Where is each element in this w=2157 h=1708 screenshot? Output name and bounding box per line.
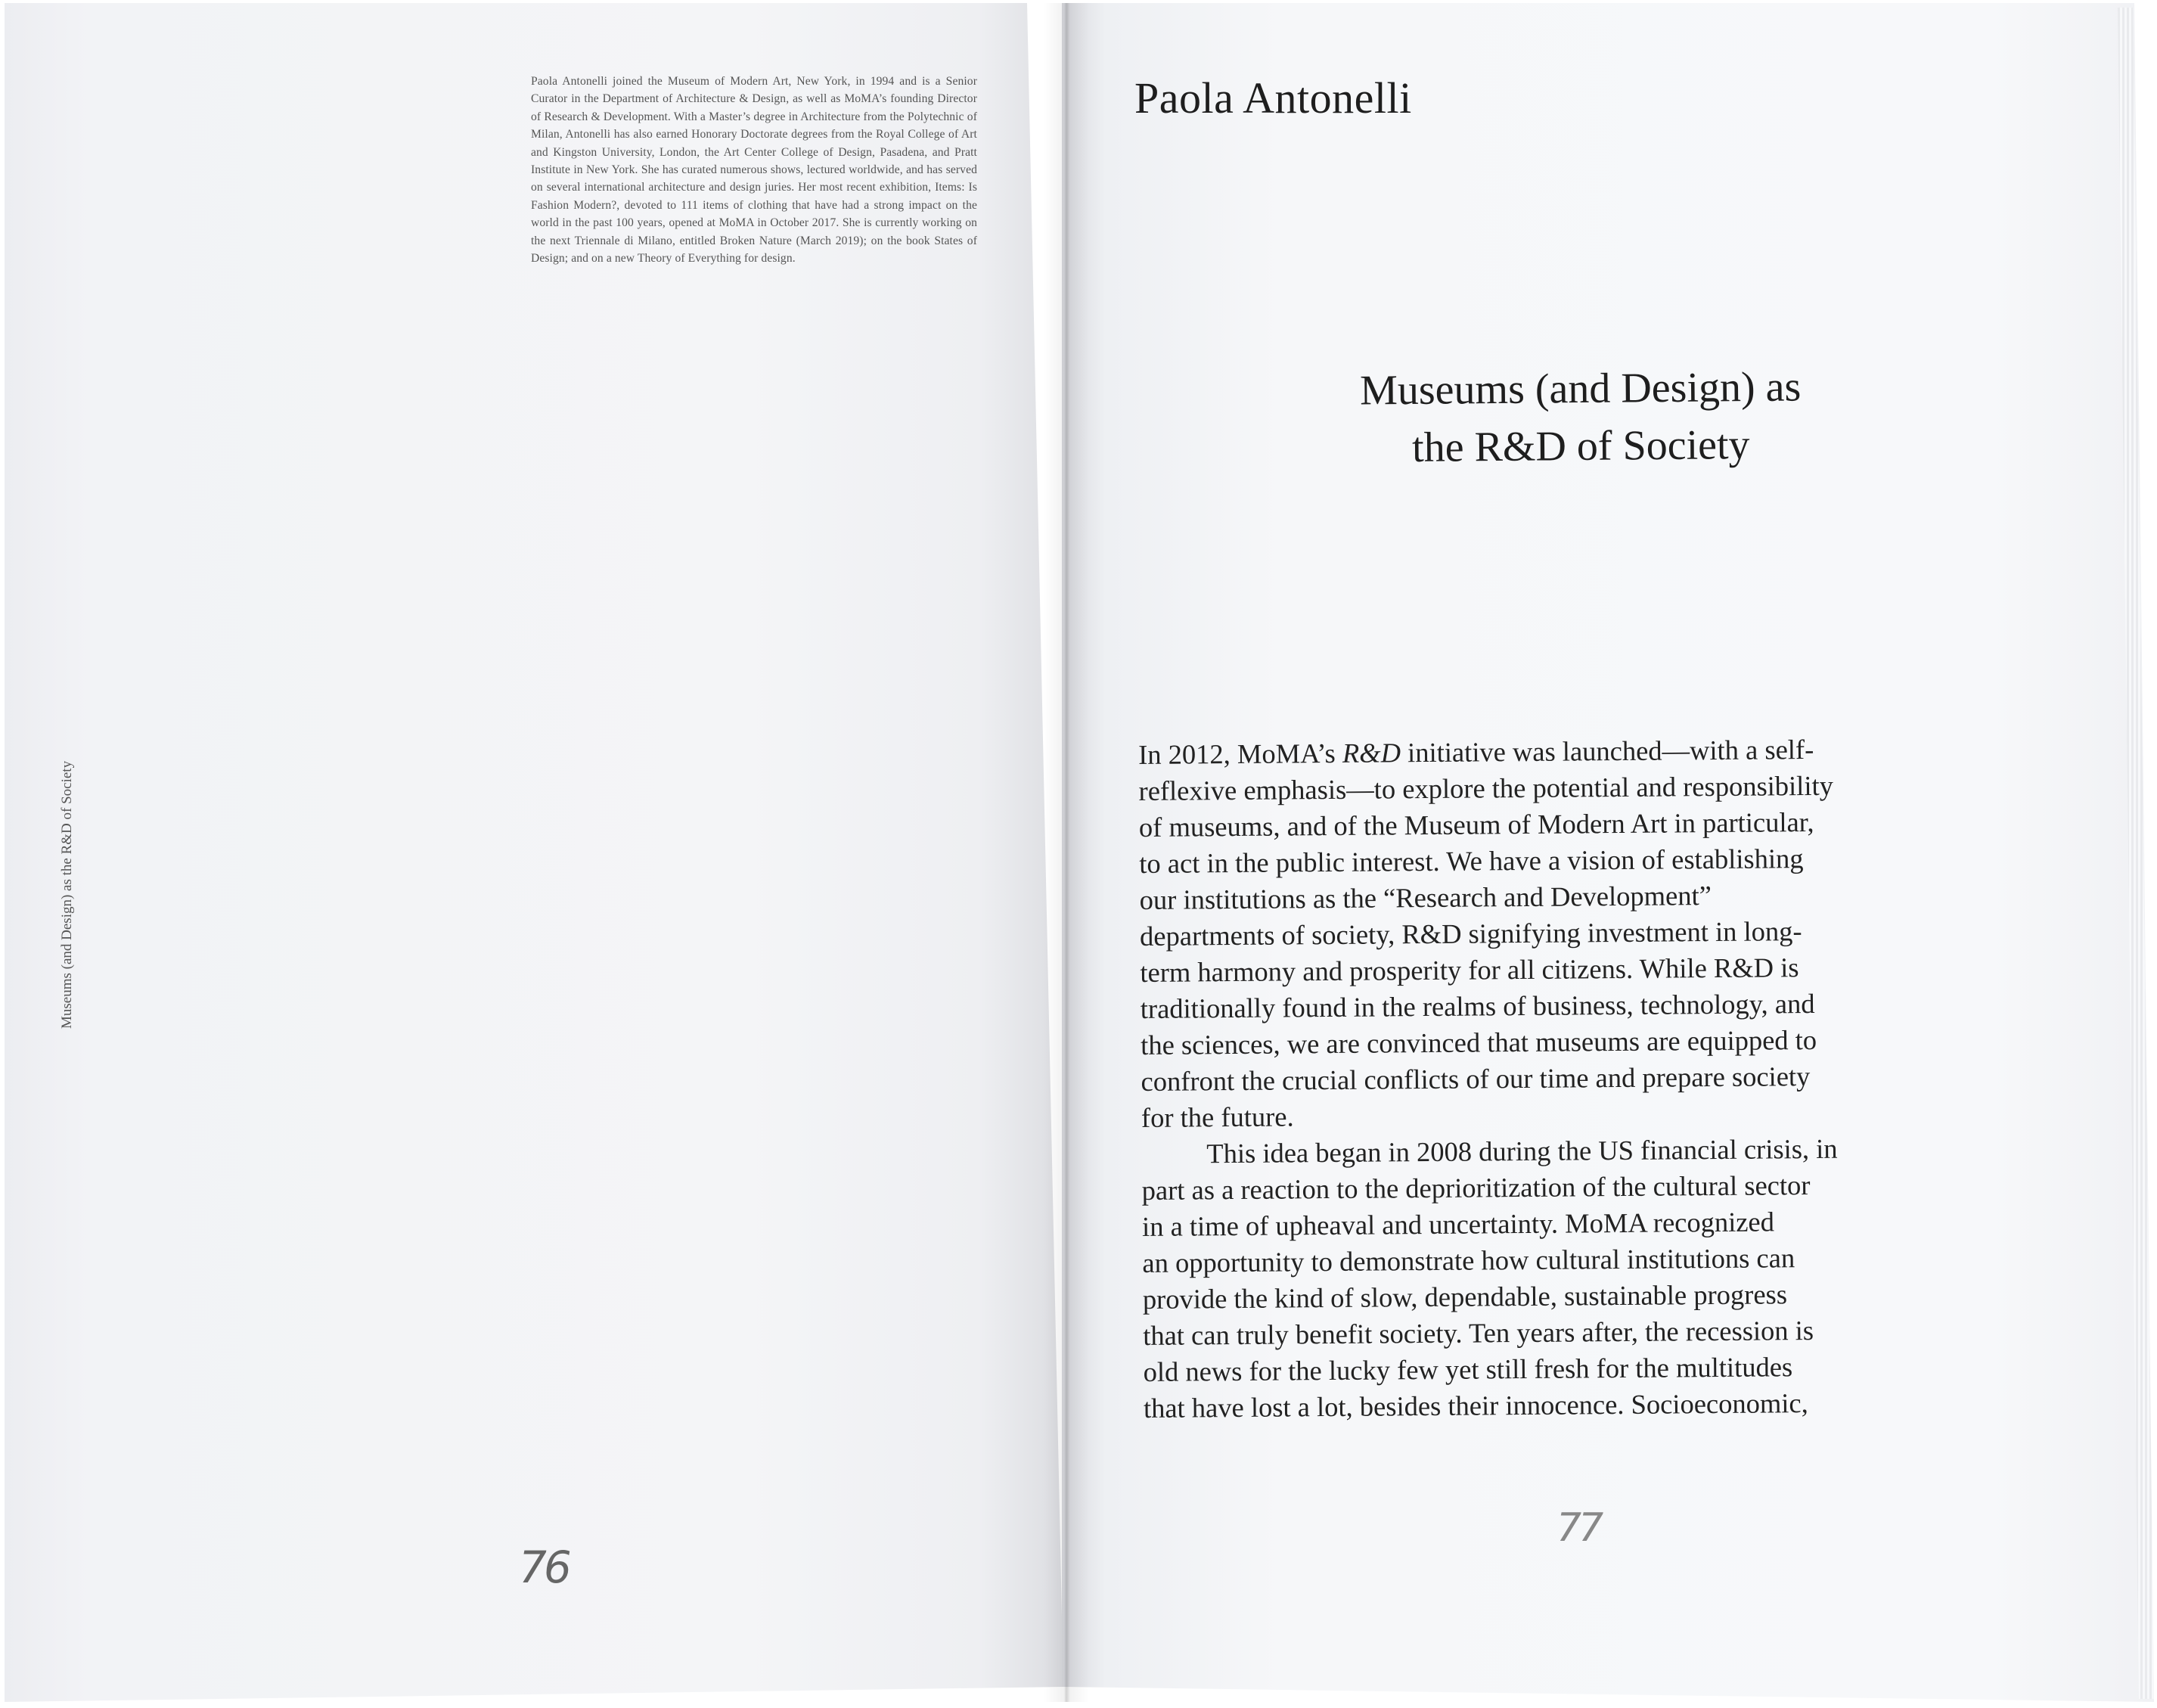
paragraph-1-rest: initiative was launched—with a self- reflexive emphasis—to explore the potential and responsibility of museums, and of the Museum of Modern Art in particular, to act in the public interest. We have a vision of establishing our institutions as the “Research and Development” departments of society, R&D signifying investment in long- term harmony and prosperity for all citizens. While R&D is traditionally found in the realms of business, technology, and the sciences, we are convinced that museums are equipped to confront the crucial conflicts of our time and prepare society for the future.: [1138, 733, 1834, 1133]
body-text: [1138, 731, 1885, 1427]
paragraph-1: [1138, 731, 1882, 1136]
page-number-left: 76: [519, 1542, 569, 1593]
book-gutter: [1044, 3, 1089, 1702]
paragraph-1-lead: In 2012, MoMA’s: [1138, 737, 1343, 770]
paragraph-2: This idea began in 2008 during the US financial crisis, in part as a reaction to the deprioritization of the cultural sector in a time of upheaval and uncertainty. MoMA recognized an opportunity to demonstrate how cultural institutions can provide the kind of slow, dependable, sustainable progress that can truly benefit society. Ten years after, the recession is old news for the lucky few yet still fresh for the multitudes that have lost a lot, besides their innocence. Socioeconomic,: [1141, 1132, 1838, 1424]
running-head: Museums (and Design) as the R&D of Society: [59, 760, 75, 1029]
chapter-title: [1179, 356, 1982, 478]
page-number-right: 77: [1556, 1505, 1601, 1551]
paragraph-1-italic: R&D: [1342, 737, 1401, 769]
chapter-title-line-2: the R&D of Society: [1411, 421, 1750, 471]
author-name: Paola Antonelli: [1134, 73, 1412, 123]
chapter-title-line-1: Museums (and Design) as: [1359, 363, 1802, 415]
author-bio: Paola Antonelli joined the Museum of Modern Art, New York, in 1994 and is a Senior Curator in the Department of Architecture & Design, as well as MoMA’s founding Director of Research & Development. With a Master’s degree in Architecture from the Polytechnic of Milan, Antonelli has also earned Honorary Doctorate degrees from the Royal College of Art and Kingston University, London, the Art Center College of Design, Pasadena, and Pratt Institute in New York. She has curated numerous shows, lectured worldwide, and has served on several international architecture and design juries. Her most recent exhibition, Items: Is Fashion Modern?, devoted to 111 items of clothing that have had a strong impact on the world in the past 100 years, opened at MoMA in October 2017. She is currently working on the next Triennale di Milano, entitled Broken Nature (March 2019); on the book States of Design; and on a new Theory of Everything for design.: [531, 75, 977, 266]
